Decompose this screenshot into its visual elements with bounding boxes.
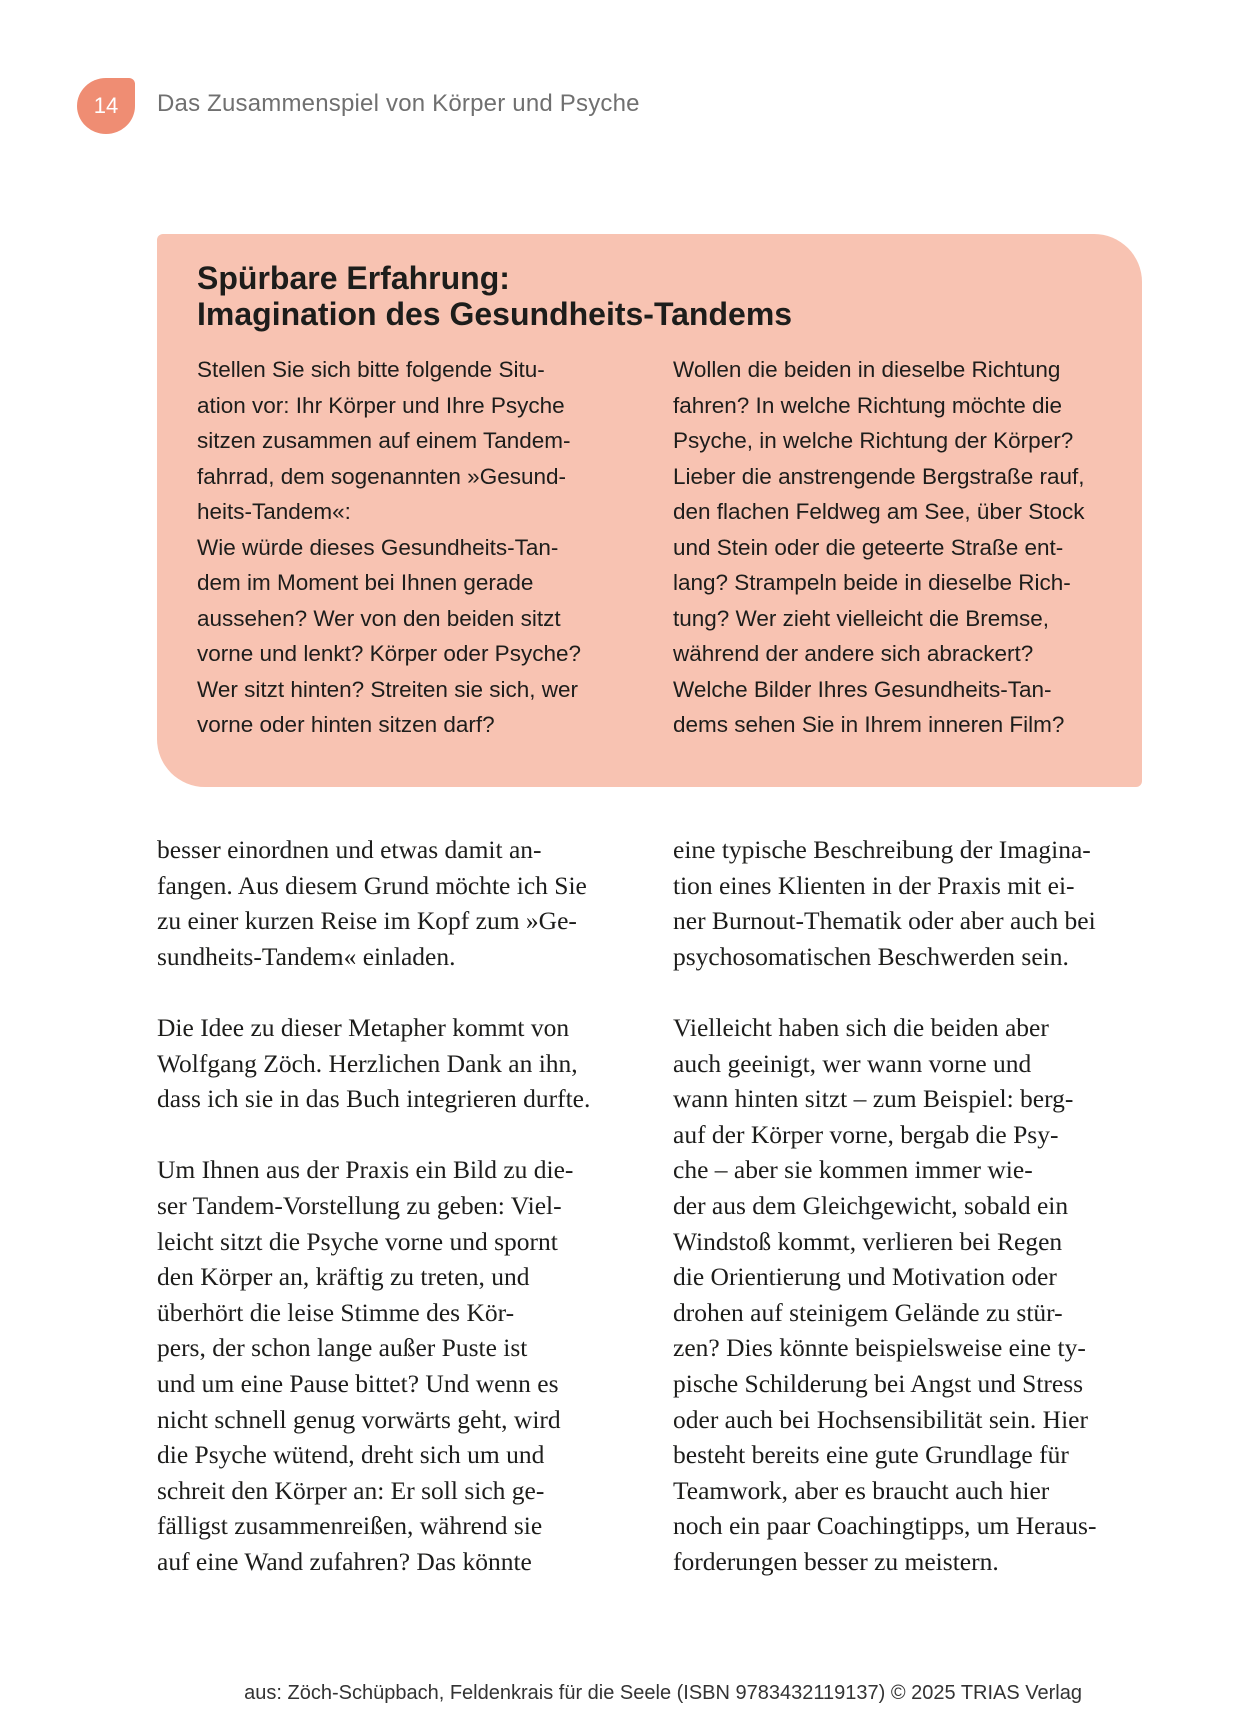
body-right-column <box>673 832 1153 1615</box>
text-line: wann hinten sitzt – zum Beispiel: berg- <box>673 1084 1074 1114</box>
body-left-column <box>157 832 637 1615</box>
text-line: leicht sitzt die Psyche vorne und spornt <box>157 1226 558 1256</box>
text-line: sitzen zusammen auf einem Tandem- <box>197 428 571 453</box>
text-line: fälligst zusammenreißen, während sie <box>157 1511 543 1541</box>
text-line: sundheits-Tandem« einladen. <box>157 941 456 971</box>
exercise-box-title <box>197 260 792 332</box>
paragraph <box>673 832 1153 974</box>
text-line: Die Idee zu dieser Metapher kommt von <box>157 1012 570 1042</box>
text-line: vorne und lenkt? Körper oder Psyche? <box>197 641 581 666</box>
text-line: auf der Körper vorne, bergab die Psy- <box>673 1119 1059 1149</box>
text-line: schreit den Körper an: Er soll sich ge- <box>157 1475 545 1505</box>
copyright-footer: aus: Zöch-Schüpbach, Feldenkrais für die Seele (ISBN 9783432119137) © 2025 TRIAS Verlag <box>244 1682 1082 1704</box>
text-line: den flachen Feldweg am See, über Stock <box>673 499 1085 524</box>
text-line: ner Burnout-Thematik oder aber auch bei <box>673 906 1096 936</box>
text-line: Wolfgang Zöch. Herzlichen Dank an ihn, <box>157 1048 578 1078</box>
text-line: forderungen besser zu meistern. <box>673 1546 999 1576</box>
text-line: zen? Dies könnte beispielsweise eine ty- <box>673 1333 1086 1363</box>
text-line: Welche Bilder Ihres Gesundheits-Tan- <box>673 676 1052 702</box>
text-line: der aus dem Gleichgewicht, sobald ein <box>673 1190 1069 1220</box>
title-line: Imagination des Gesundheits-Tandems <box>197 296 793 332</box>
text-line: Psyche, in welche Richtung der Körper? <box>673 428 1074 453</box>
text-line: auf eine Wand zufahren? Das könnte <box>157 1546 532 1576</box>
text-line: tung? Wer zieht vielleicht die Bremse, <box>673 605 1050 631</box>
text-line: Wer sitzt hinten? Streiten sie sich, wer <box>197 676 578 702</box>
text-line: Windstoß kommt, verlieren bei Regen <box>673 1226 1063 1256</box>
text-line: auch geeinigt, wer wann vorne und <box>673 1048 1032 1078</box>
text-line: Um Ihnen aus der Praxis ein Bild zu die- <box>157 1155 574 1185</box>
text-line: dem im Moment bei Ihnen gerade <box>197 570 534 595</box>
text-line: fahrrad, dem sogenannten »Gesund- <box>197 463 566 489</box>
page-number-badge: 14 <box>77 78 135 134</box>
text-line: vorne oder hinten sitzen darf? <box>197 712 495 737</box>
text-line: che – aber sie kommen immer wie- <box>673 1155 1033 1185</box>
exercise-box-left-column <box>197 352 642 743</box>
running-header: Das Zusammenspiel von Körper und Psyche <box>157 90 640 117</box>
title-line: Spürbare Erfahrung: <box>197 260 510 296</box>
text-line: während der andere sich abrackert? <box>673 641 1034 666</box>
text-line: besser einordnen und etwas damit an- <box>157 835 542 864</box>
text-line: dems sehen Sie in Ihrem inneren Film? <box>673 712 1065 737</box>
text-line: Wie würde dieses Gesundheits-Tan- <box>197 534 559 560</box>
paragraph <box>157 1152 637 1579</box>
text-line: psychosomatischen Beschwerden sein. <box>673 941 1069 971</box>
text-line: und Stein oder die geteerte Straße ent- <box>673 534 1064 560</box>
exercise-box <box>157 234 1142 787</box>
text-line: aussehen? Wer von den beiden sitzt <box>197 605 561 631</box>
text-line: und um eine Pause bittet? Und wenn es <box>157 1368 559 1398</box>
text-line: ation vor: Ihr Körper und Ihre Psyche <box>197 392 565 418</box>
text-line: pische Schilderung bei Angst und Stress <box>673 1368 1084 1398</box>
text-line: Vielleicht haben sich die beiden aber <box>673 1012 1049 1042</box>
text-line: Lieber die anstrengende Bergstraße rauf, <box>673 463 1085 489</box>
text-line: eine typische Beschreibung der Imagina- <box>673 835 1091 864</box>
text-line: drohen auf steinigem Gelände zu stür- <box>673 1297 1063 1327</box>
text-line: die Orientierung und Motivation oder <box>673 1262 1057 1292</box>
text-line: zu einer kurzen Reise im Kopf zum »Ge- <box>157 906 577 936</box>
text-line: nicht schnell genug vorwärts geht, wird <box>157 1404 561 1434</box>
text-line: den Körper an, kräftig zu treten, und <box>157 1262 530 1292</box>
text-line: oder auch bei Hochsensibilität sein. Hier <box>673 1404 1088 1434</box>
text-line: besteht bereits eine gute Grundlage für <box>673 1440 1069 1470</box>
paragraph <box>673 1010 1153 1580</box>
text-line: noch ein paar Coachingtipps, um Heraus- <box>673 1511 1097 1541</box>
text-line: fangen. Aus diesem Grund möchte ich Sie <box>157 870 587 900</box>
text-line: überhört die leise Stimme des Kör- <box>157 1297 515 1327</box>
text-line: heits-Tandem«: <box>197 499 351 524</box>
text-line: pers, der schon lange außer Puste ist <box>157 1333 528 1363</box>
exercise-box-right-column <box>673 352 1118 743</box>
text-line: fahren? In welche Richtung möchte die <box>673 392 1062 418</box>
text-line: ser Tandem-Vorstellung zu geben: Viel- <box>157 1190 562 1220</box>
paragraph <box>157 1010 637 1117</box>
text-line: dass ich sie in das Buch integrieren durfte. <box>157 1084 591 1114</box>
text-line: tion eines Klienten in der Praxis mit ei- <box>673 870 1075 900</box>
text-line: Teamwork, aber es braucht auch hier <box>673 1475 1050 1505</box>
text-line: Stellen Sie sich bitte folgende Situ- <box>197 357 545 382</box>
text-line: lang? Strampeln beide in dieselbe Rich- <box>673 570 1071 595</box>
paragraph <box>157 832 637 974</box>
text-line: die Psyche wütend, dreht sich um und <box>157 1440 545 1470</box>
text-line: Wollen die beiden in dieselbe Richtung <box>673 357 1061 382</box>
